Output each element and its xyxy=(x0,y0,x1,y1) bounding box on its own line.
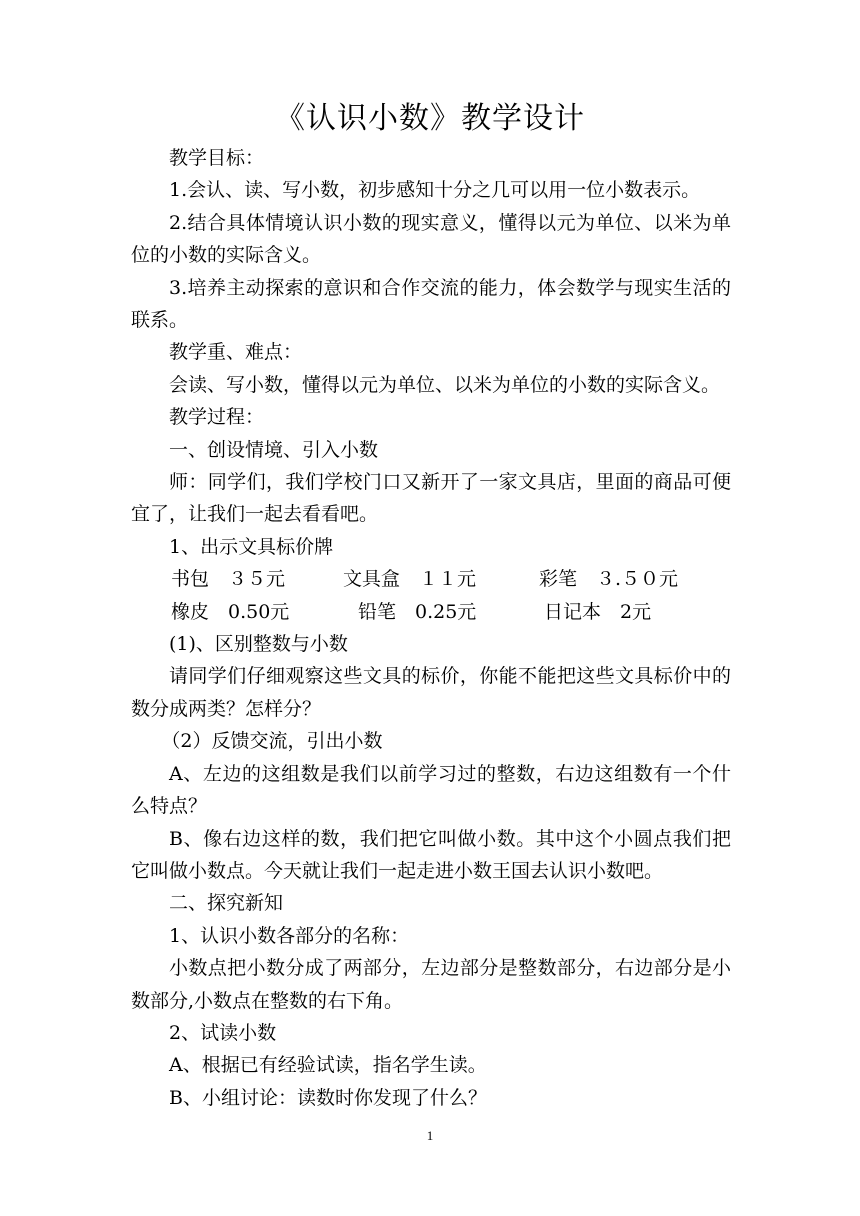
price-item: 橡皮 0.50元 xyxy=(171,600,290,623)
page-number: 1 xyxy=(426,1128,434,1143)
price-item: 文具盒 １１元 xyxy=(343,568,477,591)
price-item: 彩笔 ３.５０元 xyxy=(539,568,679,591)
document-title: 《认识小数》教学设计 xyxy=(275,101,585,136)
paragraph: 二、探究新知 xyxy=(169,892,284,915)
price-item: 铅笔 0.25元 xyxy=(358,600,477,623)
paragraph: A、左边的这组数是我们以前学习过的整数，右边这组数有一个什么特点？ xyxy=(131,762,731,818)
paragraph: 1、认识小数各部分的名称： xyxy=(169,924,410,947)
price-item: 书包 ３５元 xyxy=(171,568,286,591)
paragraph: 3.培养主动探索的意识和合作交流的能力，体会数学与现实生活的联系。 xyxy=(131,276,731,332)
paragraph: 会读、写小数，懂得以元为单位、以米为单位的小数的实际含义。 xyxy=(169,373,721,396)
paragraph: 2、试读小数 xyxy=(169,1021,277,1044)
paragraph: 小数点把小数分成了两部分，左边部分是整数部分，右边部分是小数部分,小数点在整数的右下角。 xyxy=(131,957,731,1012)
paragraph: B、小组讨论：读数时你发现了什么？ xyxy=(169,1086,487,1109)
paragraph: 教学目标： xyxy=(169,147,265,169)
paragraph: (1)、区别整数与小数 xyxy=(169,633,348,656)
price-row xyxy=(131,563,731,595)
paragraph: 请同学们仔细观察这些文具的标价，你能不能把这些文具标价中的数分成两类？怎样分？ xyxy=(131,665,731,720)
paragraph: 2.结合具体情境认识小数的现实意义，懂得以元为单位、以米为单位的小数的实际含义。 xyxy=(131,211,731,267)
paragraph: 1.会认、读、写小数，初步感知十分之几可以用一位小数表示。 xyxy=(169,179,701,202)
document-body xyxy=(131,142,731,1114)
paragraph: 教学重、难点： xyxy=(169,341,303,364)
paragraph: B、像右边这样的数，我们把它叫做小数。其中这个小圆点我们把它叫做小数点。今天就让我们一起走进小数王国去认识小数吧。 xyxy=(131,827,731,882)
paragraph: 师：同学们，我们学校门口又新开了一家文具店，里面的商品可便宜了，让我们一起去看看吧。 xyxy=(131,471,731,526)
price-row xyxy=(131,596,731,628)
paragraph: 1、出示文具标价牌 xyxy=(169,535,334,558)
paragraph: A、根据已有经验试读，指名学生读。 xyxy=(169,1054,487,1077)
paragraph: 一、创设情境、引入小数 xyxy=(169,438,379,461)
paragraph: 教学过程： xyxy=(169,406,265,429)
paragraph: （2）反馈交流，引出小数 xyxy=(161,730,383,753)
price-item: 日记本 2元 xyxy=(544,600,652,623)
